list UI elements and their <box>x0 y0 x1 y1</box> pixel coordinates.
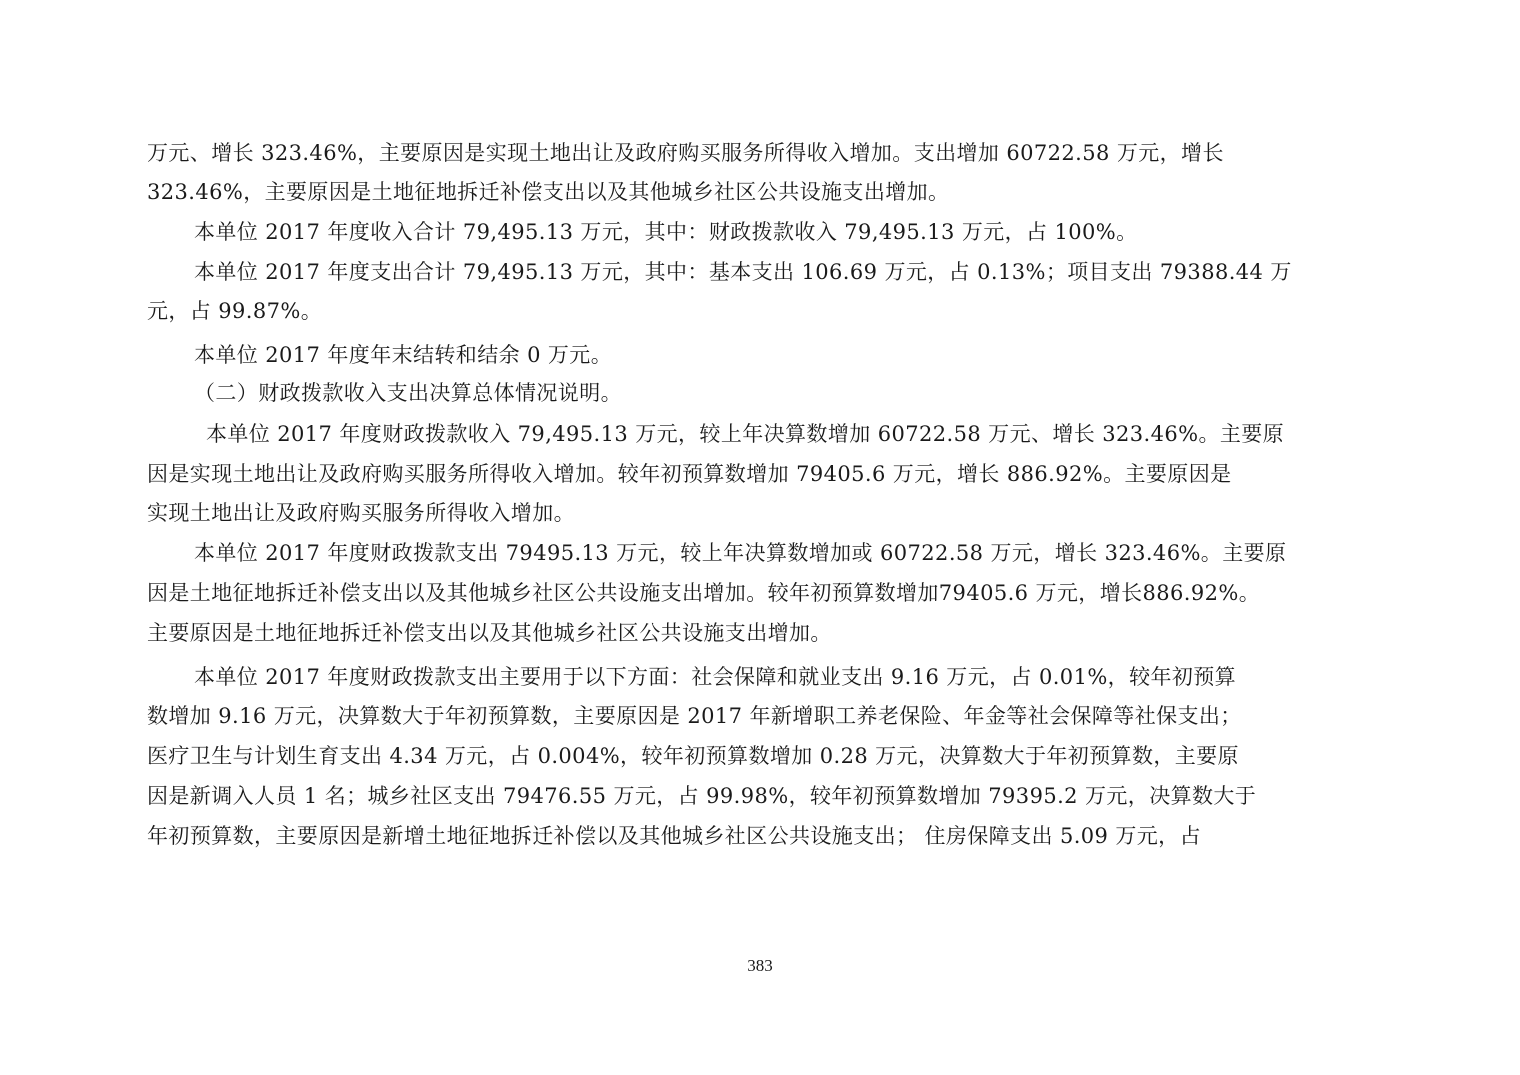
paragraph-line: 本单位 2017 年度财政拨款支出 79495.13 万元，较上年决算数增加或 60722.58 万元，增长 323.46%。主要原 <box>194 541 1287 565</box>
section-heading: （二）财政拨款收入支出决算总体情况说明。 <box>194 381 622 405</box>
paragraph-line: 本单位 2017 年度支出合计 79,495.13 万元，其中：基本支出 106.69 万元，占 0.13%；项目支出 79388.44 万 <box>194 260 1292 284</box>
page-number: 383 <box>747 956 773 975</box>
paragraph-line: 本单位 2017 年度财政拨款支出主要用于以下方面：社会保障和就业支出 9.16 万元，占 0.01%，较年初预算 <box>194 665 1237 689</box>
paragraph-line: 因是实现土地出让及政府购买服务所得收入增加。较年初预算数增加 79405.6 万元，增长 886.92%。主要原因是 <box>147 462 1232 486</box>
paragraph-line: 万元、增长 323.46%，主要原因是实现土地出让及政府购买服务所得收入增加。支出增加 60722.58 万元，增长 <box>147 141 1224 165</box>
paragraph-line: 因是新调入人员 1 名；城乡社区支出 79476.55 万元，占 99.98%，较年初预算数增加 79395.2 万元，决算数大于 <box>147 784 1257 808</box>
paragraph-line: 实现土地出让及政府购买服务所得收入增加。 <box>147 501 575 525</box>
paragraph-line: 医疗卫生与计划生育支出 4.34 万元，占 0.004%，较年初预算数增加 0.28 万元，决算数大于年初预算数，主要原 <box>147 744 1239 768</box>
paragraph-line: 数增加 9.16 万元，决算数大于年初预算数，主要原因是 2017 年新增职工养老保险、年金等社会保障等社保支出； <box>147 704 1242 728</box>
paragraph-line: 主要原因是土地征地拆迁补偿支出以及其他城乡社区公共设施支出增加。 <box>147 621 832 645</box>
paragraph-line: 年初预算数，主要原因是新增土地征地拆迁补偿以及其他城乡社区公共设施支出； 住房保障支出 5.09 万元，占 <box>147 824 1201 848</box>
paragraph-line: 本单位 2017 年度收入合计 79,495.13 万元，其中：财政拨款收入 79,495.13 万元，占 100%。 <box>194 220 1138 244</box>
paragraph-line: 因是土地征地拆迁补偿支出以及其他城乡社区公共设施支出增加。较年初预算数增加79405.6 万元，增长886.92%。 <box>147 581 1261 605</box>
paragraph-line: 323.46%，主要原因是土地征地拆迁补偿支出以及其他城乡社区公共设施支出增加。 <box>147 180 950 204</box>
paragraph-line: 本单位 2017 年度财政拨款收入 79,495.13 万元，较上年决算数增加 60722.58 万元、增长 323.46%。主要原 <box>206 422 1285 446</box>
paragraph-line: 元，占 99.87%。 <box>147 299 323 323</box>
paragraph-line: 本单位 2017 年度年末结转和结余 0 万元。 <box>194 343 613 367</box>
